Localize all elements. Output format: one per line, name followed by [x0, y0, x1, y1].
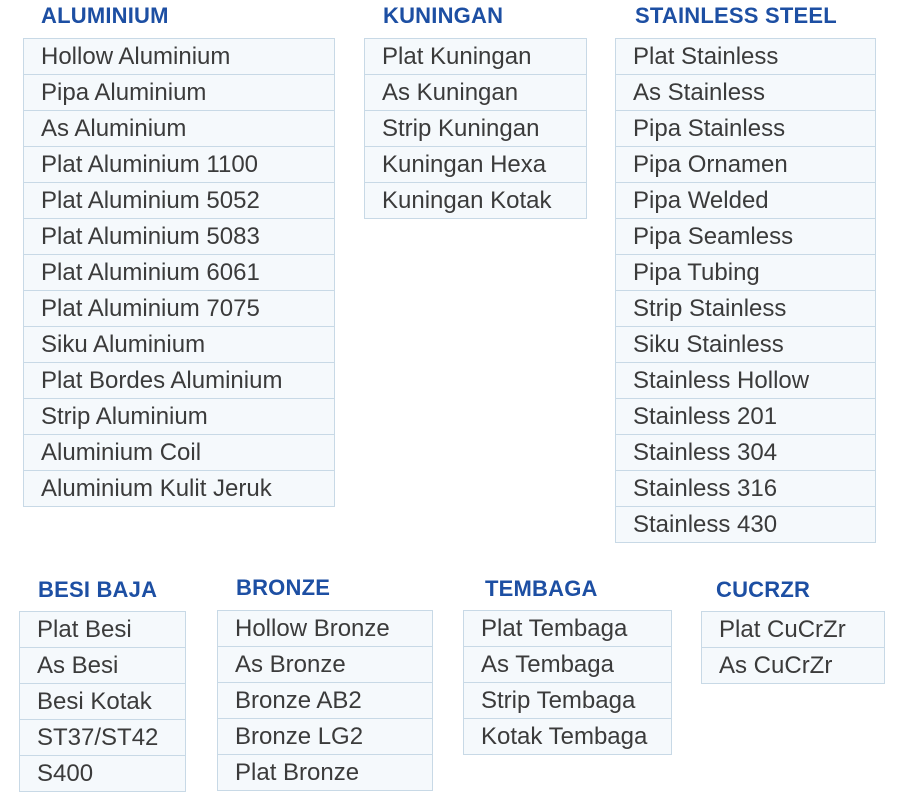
- product-link[interactable]: ST37/ST42: [20, 720, 185, 756]
- product-link[interactable]: Strip Tembaga: [464, 683, 671, 719]
- product-link[interactable]: Pipa Aluminium: [24, 75, 334, 111]
- product-list: [364, 38, 587, 219]
- product-link[interactable]: Siku Aluminium: [24, 327, 334, 363]
- product-link[interactable]: Plat Bordes Aluminium: [24, 363, 334, 399]
- product-link[interactable]: Plat Aluminium 5083: [24, 219, 334, 255]
- product-link[interactable]: Plat Aluminium 6061: [24, 255, 334, 291]
- category-title: KUNINGAN: [383, 3, 504, 28]
- product-list: [23, 38, 335, 507]
- product-link[interactable]: Siku Stainless: [616, 327, 875, 363]
- product-link[interactable]: Hollow Bronze: [218, 611, 432, 647]
- category-title: BRONZE: [236, 575, 331, 600]
- category-title: STAINLESS STEEL: [635, 3, 837, 28]
- product-link[interactable]: Kuningan Kotak: [382, 187, 552, 214]
- product-link[interactable]: Aluminium Coil: [24, 435, 334, 471]
- product-link[interactable]: Hollow Aluminium: [24, 39, 334, 75]
- category-title: TEMBAGA: [485, 576, 598, 601]
- product-link[interactable]: Pipa Tubing: [616, 255, 875, 291]
- product-link[interactable]: As Tembaga: [464, 647, 671, 683]
- product-link[interactable]: S400: [37, 760, 94, 787]
- product-link[interactable]: Stainless 304: [616, 435, 875, 471]
- product-link[interactable]: Bronze AB2: [218, 683, 432, 719]
- product-link[interactable]: Plat Stainless: [616, 39, 875, 75]
- product-link[interactable]: Strip Kuningan: [365, 111, 586, 147]
- product-link[interactable]: As Bronze: [218, 647, 432, 683]
- product-link[interactable]: Plat CuCrZr: [702, 612, 884, 648]
- product-link[interactable]: Stainless Hollow: [616, 363, 875, 399]
- product-link[interactable]: Plat Aluminium 1100: [24, 147, 334, 183]
- category-title: CUCRZR: [716, 577, 811, 602]
- product-link[interactable]: Strip Stainless: [616, 291, 875, 327]
- product-link[interactable]: Pipa Welded: [616, 183, 875, 219]
- product-link[interactable]: Bronze LG2: [218, 719, 432, 755]
- product-link[interactable]: Kuningan Hexa: [365, 147, 586, 183]
- product-link[interactable]: Pipa Seamless: [616, 219, 875, 255]
- product-link[interactable]: Besi Kotak: [20, 684, 185, 720]
- product-link[interactable]: Pipa Ornamen: [616, 147, 875, 183]
- product-link[interactable]: Plat Bronze: [235, 759, 360, 786]
- product-link[interactable]: As Besi: [20, 648, 185, 684]
- product-link[interactable]: Stainless 430: [633, 511, 778, 538]
- product-link[interactable]: Pipa Stainless: [616, 111, 875, 147]
- product-link[interactable]: Plat Kuningan: [365, 39, 586, 75]
- product-link[interactable]: Plat Tembaga: [464, 611, 671, 647]
- product-link[interactable]: Strip Aluminium: [24, 399, 334, 435]
- product-link[interactable]: Plat Besi: [20, 612, 185, 648]
- product-link[interactable]: As Stainless: [616, 75, 875, 111]
- product-list: [19, 611, 186, 792]
- product-link[interactable]: As Kuningan: [365, 75, 586, 111]
- category-title: BESI BAJA: [38, 577, 158, 602]
- product-link[interactable]: Aluminium Kulit Jeruk: [41, 475, 272, 502]
- product-link[interactable]: As Aluminium: [24, 111, 334, 147]
- product-link[interactable]: Plat Aluminium 5052: [24, 183, 334, 219]
- product-link[interactable]: Stainless 316: [616, 471, 875, 507]
- category-title: ALUMINIUM: [41, 3, 169, 28]
- product-link[interactable]: As CuCrZr: [719, 652, 833, 679]
- product-link[interactable]: Kotak Tembaga: [481, 723, 648, 750]
- product-list: [463, 610, 672, 755]
- product-list: [217, 610, 433, 791]
- product-list: [701, 611, 885, 684]
- product-link[interactable]: Stainless 201: [616, 399, 875, 435]
- product-list: [615, 38, 876, 543]
- product-link[interactable]: Plat Aluminium 7075: [24, 291, 334, 327]
